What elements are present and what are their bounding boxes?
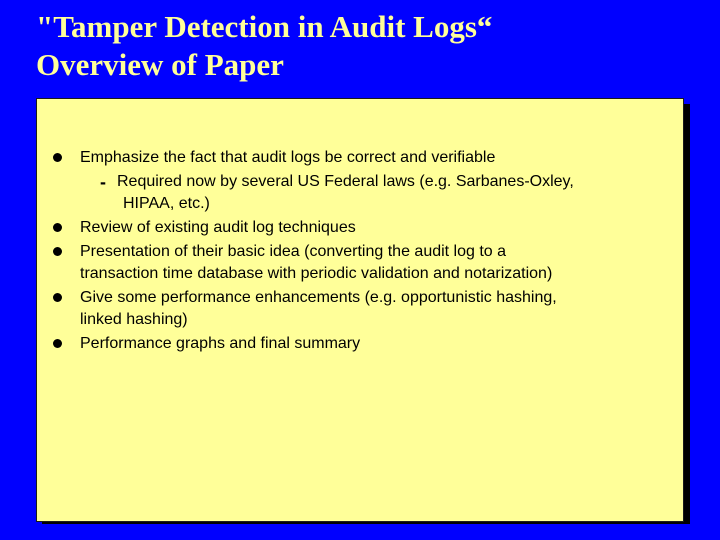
title-line-1: "Tamper Detection in Audit Logs“ — [36, 9, 493, 44]
bullet-text: Review of existing audit log techniques — [80, 219, 356, 236]
content-panel — [36, 98, 684, 522]
bullet-dot-icon — [53, 247, 62, 256]
sub-bullet-dash: - — [100, 172, 106, 192]
bullet-text: Emphasize the fact that audit logs be correct and verifiable — [80, 149, 496, 166]
bullet-text-line-2: linked hashing) — [80, 311, 188, 328]
title-line-2: Overview of Paper — [36, 47, 284, 82]
bullet-dot-icon — [53, 339, 62, 348]
sub-bullet-text-line-2: HIPAA, etc.) — [123, 195, 210, 212]
bullet-text — [80, 241, 670, 285]
bullet-text-line-1: Presentation of their basic idea (converting the audit log to a — [80, 243, 507, 260]
bullet-dot-icon — [53, 223, 62, 232]
slide-title — [36, 8, 492, 84]
sub-bullet-text — [117, 171, 672, 215]
bullet-dot-icon — [53, 293, 62, 302]
bullet-text: Performance graphs and final summary — [80, 335, 361, 352]
bullet-dot-icon — [53, 153, 62, 162]
bullet-text-line-2: transaction time database with periodic validation and notarization) — [80, 265, 553, 282]
bullet-text-line-1: Give some performance enhancements (e.g. opportunistic hashing, — [80, 289, 557, 306]
bullet-text — [80, 287, 670, 331]
sub-bullet-text-line-1: Required now by several US Federal laws (e.g. Sarbanes-Oxley, — [117, 173, 574, 190]
